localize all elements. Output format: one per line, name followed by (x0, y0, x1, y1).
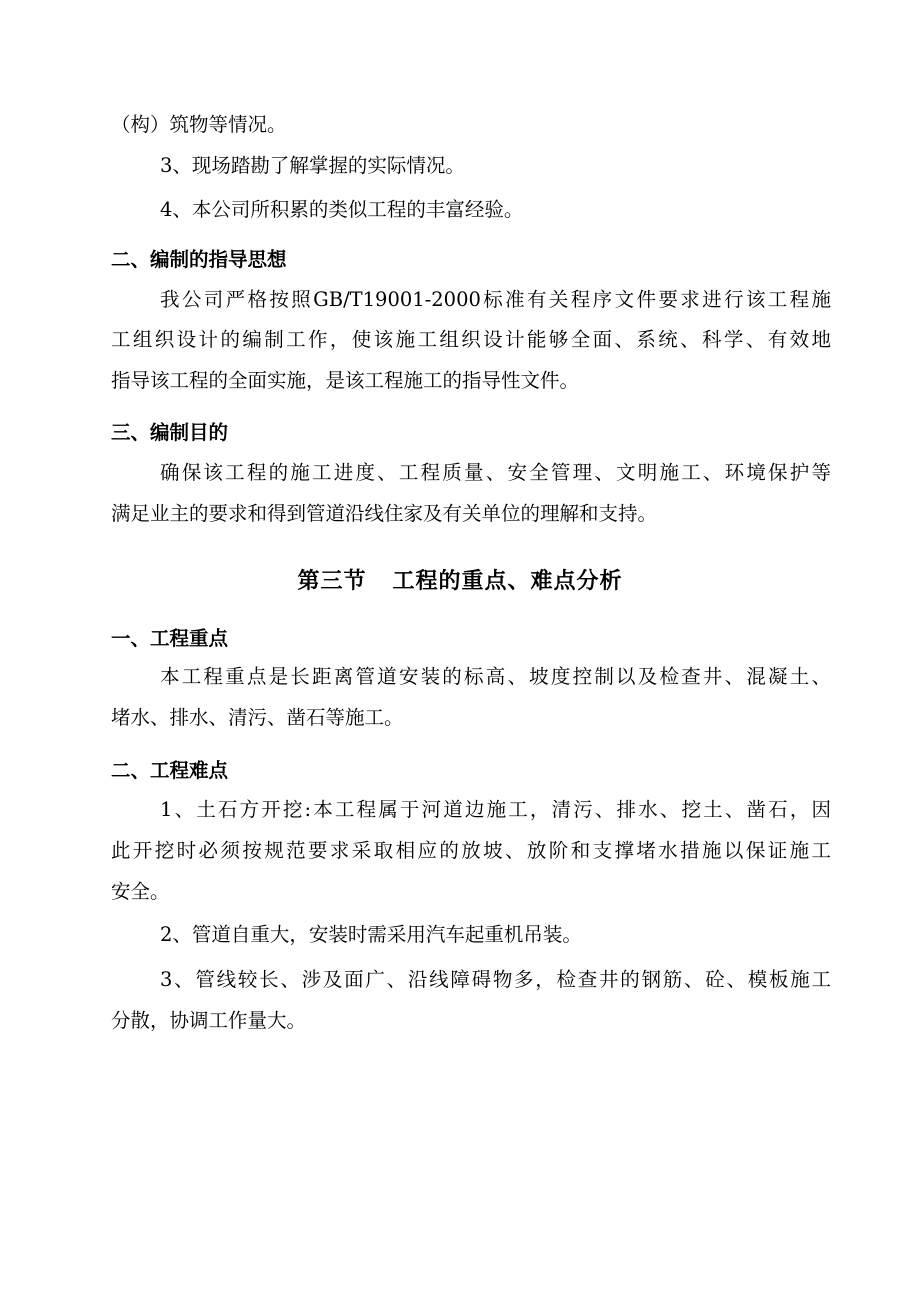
section-number: 第三节 (297, 569, 367, 594)
guiding-line-2: 工组织设计的编制工作，使该施工组织设计能够全面、系统、科学、有效地 (111, 328, 831, 351)
paragraph-continuation: （构）筑物等情况。 (111, 113, 287, 136)
difficulty-1-line-3: 安全。 (111, 880, 170, 903)
key-points-line-2: 堵水、排水、清污、凿石等施工。 (111, 706, 404, 729)
purpose-line-2: 满足业主的要求和得到管道沿线住家及有关单位的理解和支持。 (111, 502, 658, 525)
difficulty-1-line-2: 此开挖时必须按规范要求采取相应的放坡、放阶和支撑堵水措施以保证施工 (111, 839, 831, 862)
key-points-line-1: 本工程重点是长距离管道安装的标高、坡度控制以及检查井、混凝土、 (160, 665, 831, 688)
heading-key-points: 一、工程重点 (111, 627, 229, 650)
heading-difficulties: 二、工程难点 (111, 759, 229, 782)
guiding-line-1: 我公司严格按照GB/T19001-2000标准有关程序文件要求进行该工程施 (160, 288, 831, 311)
difficulty-2: 2、管道自重大，安装时需采用汽车起重机吊装。 (160, 923, 582, 946)
heading-purpose: 三、编制目的 (111, 421, 229, 444)
section-title (0, 567, 920, 597)
purpose-line-1: 确保该工程的施工进度、工程质量、安全管理、文明施工、环境保护等 (160, 461, 831, 484)
heading-guiding-thought: 二、编制的指导思想 (111, 248, 287, 271)
difficulty-1-line-1: 1、土石方开挖:本工程属于河道边施工，清污、排水、挖土、凿石，因 (160, 798, 831, 821)
basis-item-4: 4、本公司所积累的类似工程的丰富经验。 (160, 198, 524, 221)
guiding-line-3: 指导该工程的全面实施，是该工程施工的指导性文件。 (111, 369, 580, 392)
basis-item-3: 3、现场踏勘了解掌握的实际情况。 (160, 154, 465, 177)
section-title-text: 工程的重点、难点分析 (392, 569, 623, 594)
difficulty-3-line-1: 3、管线较长、涉及面广、沿线障碍物多，检查井的钢筋、砼、模板施工 (160, 968, 831, 991)
difficulty-3-line-2: 分散，协调工作量大。 (111, 1009, 307, 1032)
